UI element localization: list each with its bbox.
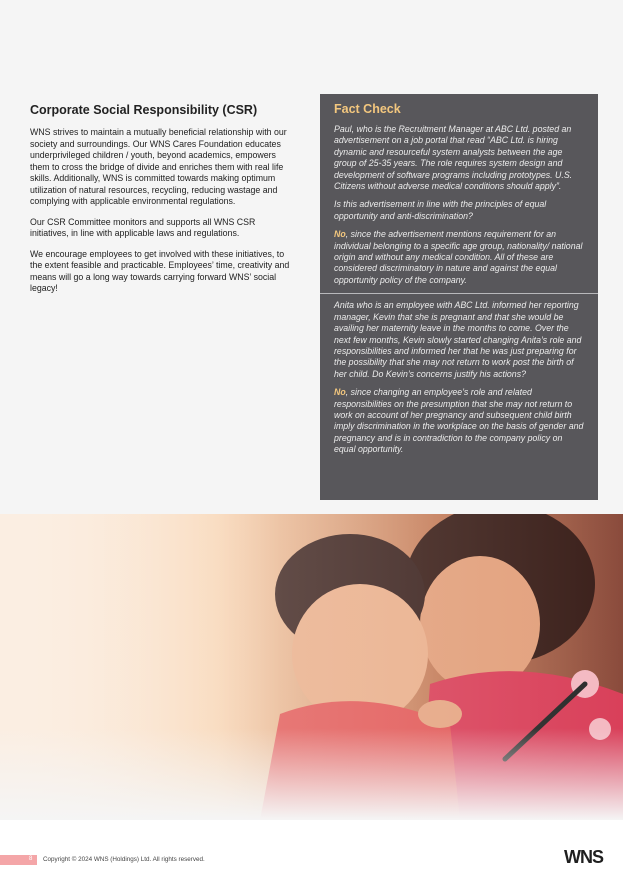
case2-scenario: Anita who is an employee with ABC Ltd. informed her reporting manager, Kevin that she is pregnant and that she would be availing her maternity leave in the months to come. Over the next few months, Kevin slowly started changing Anita’s role and responsibilities and informed her that he was just preparing for the possibility that she may not return to work post the birth of her child. Do Kevin’s concerns justify his actions?	[334, 300, 582, 379]
case2-answer-prefix: No	[334, 387, 346, 398]
fact-divider	[320, 293, 598, 294]
case1-answer-text: , since the advertisement mentions requirement for an individual belonging to a specific age group, nationality/ national origin and without any medical condition. All of these are considered discriminatory in nature and against the equal opportunity policy of the company.	[334, 229, 583, 285]
wns-logo: WNS	[564, 847, 603, 867]
case1-answer-prefix: No	[334, 229, 346, 240]
csr-paragraph: WNS strives to maintain a mutually beneficial relationship with our society and surroundings. Our WNS Cares Foundation educates underprivileged children / youth, beyond academics, empowers them to cross the bridge of divide and enriches them with real life skills. Additionally, WNS is committed towards making optimum utilization of natural resources, recycling, reducing wastage and complying with applicable environmental regulations.	[30, 127, 287, 206]
case1-question: Is this advertisement in line with the principles of equal opportunity and anti-discrimination?	[334, 199, 547, 221]
csr-title: Corporate Social Responsibility (CSR)	[30, 103, 258, 117]
fact-check-box	[320, 94, 598, 500]
case1-answer	[334, 229, 584, 286]
page-footer	[0, 820, 623, 880]
csr-section	[30, 103, 295, 304]
csr-paragraph: Our CSR Committee monitors and supports all WNS CSR initiatives, in line with applicable laws and regulations.	[30, 216, 256, 238]
case2-answer-text: , since changing an employee’s role and related responsibilities on the presumption that she may not return to work on account of her pregnancy and subsequent child birth imply discrimination in the workplace on the basis of gender and pregnancy and is in contradiction to the company policy on equal opportunity.	[334, 387, 584, 455]
fact-check-title: Fact Check	[334, 102, 401, 116]
children-illustration	[0, 514, 623, 820]
children-photo	[0, 514, 623, 820]
case1-scenario: Paul, who is the Recruitment Manager at ABC Ltd. posted an advertisement on a job portal that read “ABC Ltd. is hiring dynamic and resourceful system analysts between the age group of 25-35 years. The role requires system design and development of software programs including prototypes. U.S. Citizens without adverse medical conditions should apply”.	[334, 124, 573, 192]
case2-answer	[334, 387, 584, 455]
csr-paragraph: We encourage employees to get involved with these initiatives, to the extent feasible and practicable. Employees’ time, creativity and means will go a long way towards carrying forward WNS’ social legacy!	[30, 248, 290, 293]
page-number: 8	[29, 856, 33, 862]
copyright-text: Copyright © 2024 WNS (Holdings) Ltd. All rights reserved.	[43, 856, 205, 863]
